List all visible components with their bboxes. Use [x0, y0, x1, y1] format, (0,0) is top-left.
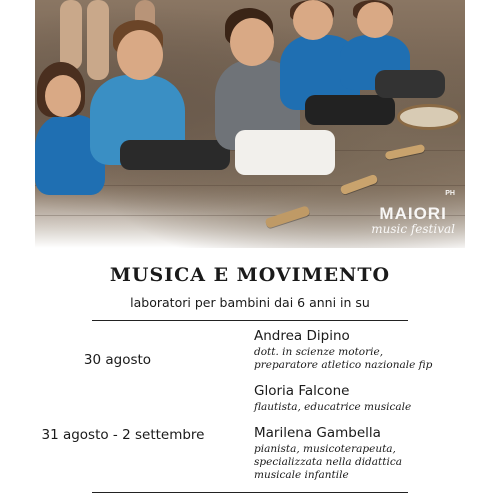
- event-title: MUSICA E MOVIMENTO: [109, 264, 391, 286]
- festival-logo: [371, 190, 455, 236]
- logo-main: MAIORI: [379, 204, 447, 223]
- divider-bottom: [92, 492, 408, 493]
- background-leg: [87, 0, 109, 80]
- schedule-date: 31 agosto - 2 settembre: [41, 427, 205, 443]
- tambourine-icon: [397, 104, 461, 130]
- claves-icon: [385, 144, 426, 160]
- logo-sub: music festival: [371, 222, 455, 236]
- description-line: preparatore atletico nazionale fip: [254, 359, 433, 371]
- event-subtitle: laboratori per bambini dai 6 anni in su: [130, 295, 370, 310]
- schedule-date: 30 agosto: [83, 352, 152, 368]
- shaker-icon: [265, 205, 311, 228]
- instructor-description: [254, 443, 402, 482]
- instructor-name: Marilena Gambella: [254, 425, 381, 441]
- instructor-name: Andrea Dipino: [254, 328, 350, 344]
- background-leg: [60, 0, 82, 70]
- divider-top: [92, 320, 408, 321]
- description-line: pianista, musicoterapeuta,: [254, 443, 396, 455]
- instructor-description: [254, 346, 432, 372]
- description-line: musicale infantile: [254, 469, 349, 481]
- instructor-description: [254, 401, 411, 414]
- hero-photo: [35, 0, 465, 248]
- description-line: dott. in scienze motorie,: [254, 346, 384, 358]
- logo-corner: PH: [445, 190, 455, 197]
- description-line: specializzata nella didattica: [254, 456, 402, 468]
- description-line: flautista, educatrice musicale: [254, 401, 412, 413]
- instructor-name: Gloria Falcone: [254, 383, 350, 399]
